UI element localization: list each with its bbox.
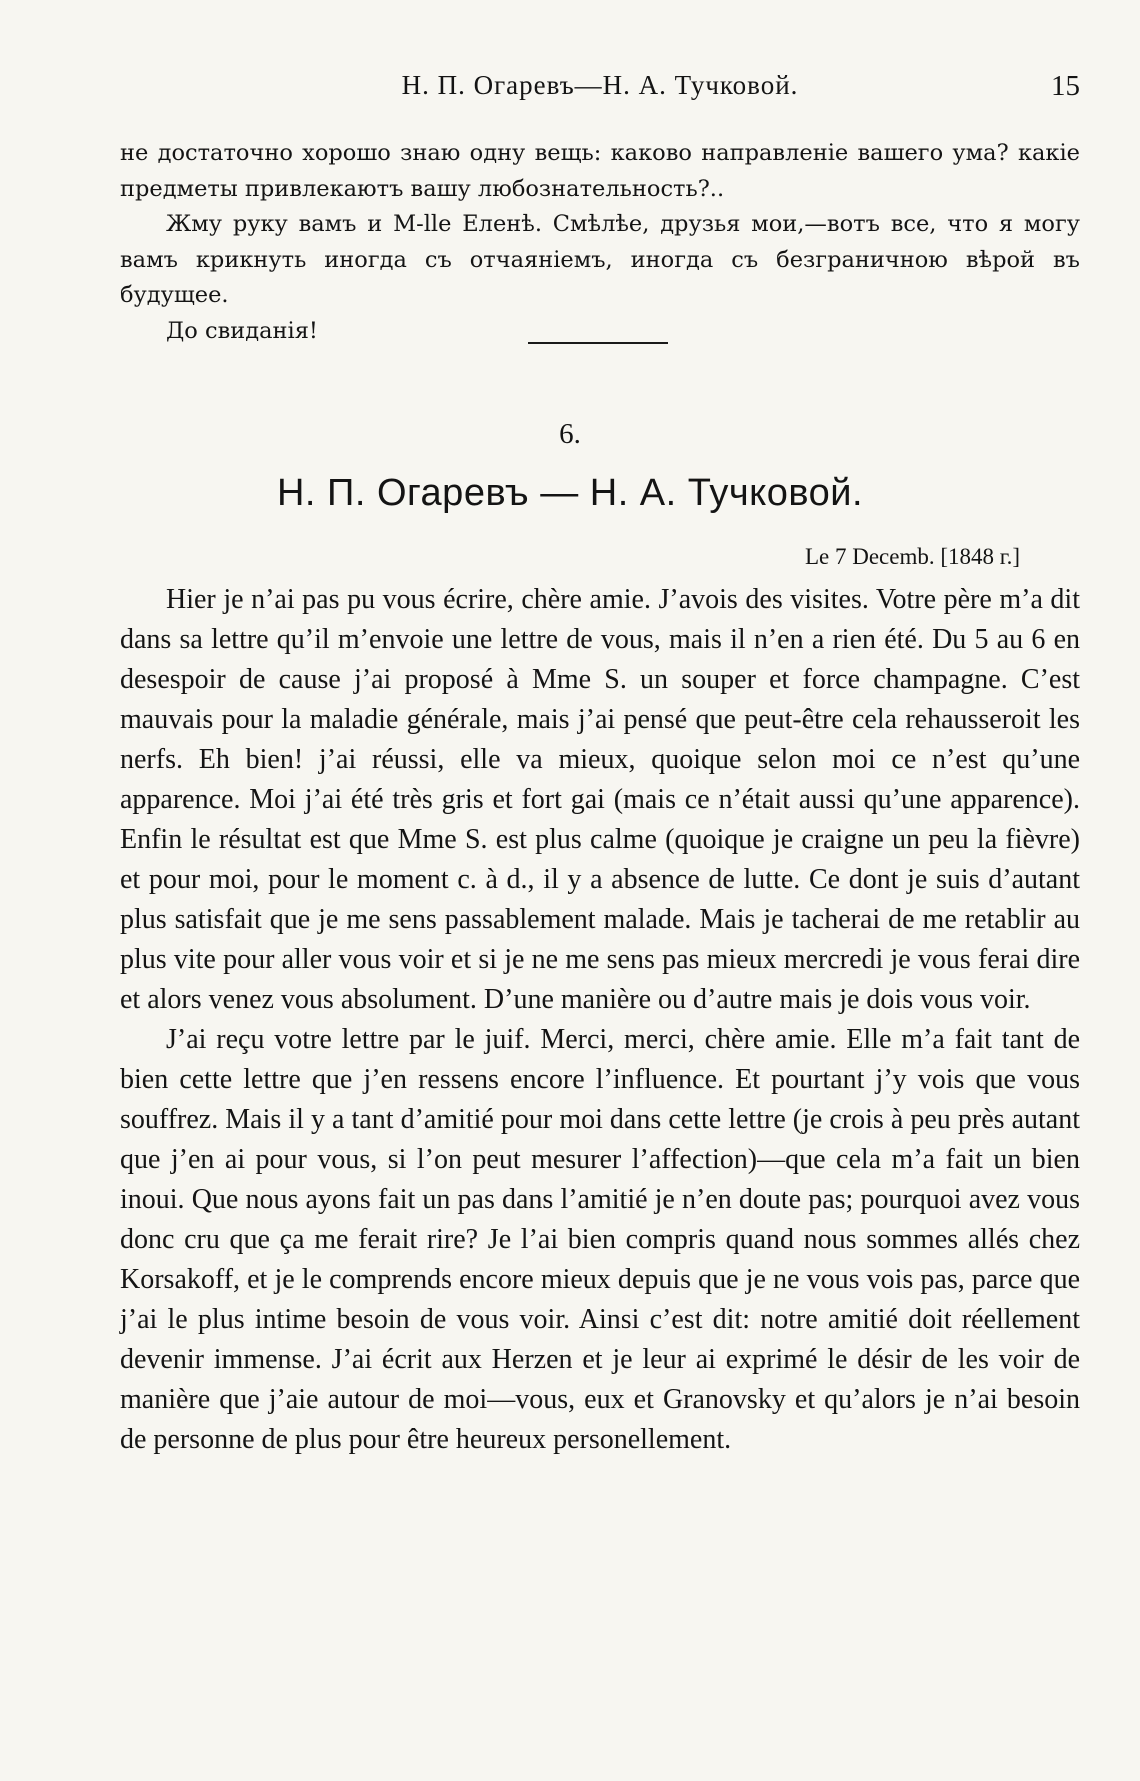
letter-number: 6. — [559, 418, 581, 450]
letter-paragraph: J’ai reçu votre lettre par le juif. Merci, merci, chère amie. Elle m’a fait tant de bien cette lettre que j’en ressens encore l’influence. Et pourtant j’y vois que vous souffrez. Mais il y a tant d’amitié pour moi dans cette lettre (je crois à peu près autant que j’en ai pour vous, si l’on peut mesurer l’affection)—que cela m’a fait un bien inoui. Que nous ayons fait un pas dans l’amitié je n’en doute pas; pourquoi avez vous donc cru que ça me ferait rire? Je l’ai bien compris quand nous sommes allés chez Korsakoff, et je le comprends encore mieux depuis que je ne vous vois pas, parce que j’ai le plus intime besoin de vous voir. Ainsi c’est dit: notre amitié doit réellement devenir immense. J’ai écrit aux Herzen et je leur ai exprimé le désir de les voir de manière que j’aie autour de moi—vous, eux et Granovsky et qu’alors je n’ai besoin de personne de plus pour être heureux personellement. — [120, 1024, 1080, 1455]
russian-paragraph: не достаточно хорошо знаю одну вещь: каково направленіе вашего ума? какіе предметы привлекаютъ вашу любознательность?.. — [120, 140, 1080, 202]
letter-closing: До свиданія! — [166, 317, 318, 344]
running-head — [120, 70, 1080, 110]
french-letter-body — [120, 580, 1080, 1460]
page-number: 15 — [1051, 70, 1080, 102]
letter-paragraph: Hier je n’ai pas pu vous écrire, chère amie. J’avois des visites. Votre père m’a dit dans sa lettre qu’il m’envoie une lettre de vous, mais il n’en a rien été. Du 5 au 6 en desespoir de cause j’ai proposé à Mme S. un souper et force champagne. C’est mauvais pour la maladie générale, mais j’ai pensé que peut-être cela rehausseroit les nerfs. Eh bien! j’ai réussi, elle va mieux, quoique selon moi ce n’est qu’une apparence. Moi j’ai été très gris et fort gai (mais ce n’était aussi qu’une apparence). Enfin le résultat est que Mme S. est plus calme (quoique je craigne un peu la fièvre) et pour moi, pour le moment c. à d., il y a absence de lutte. Ce dont je suis d’autant plus satisfait que je me sens passablement malade. Mais je tacherai de me retablir au plus vite pour aller vous voir et si je ne me sens pas mieux mercredi je vous ferai dire et alors venez vous absolument. D’une manière ou d’autre mais je dois vous voir. — [120, 584, 1080, 1015]
russian-paragraph: Жму руку вамъ и M-lle Еленѣ. Смѣлѣе, друзья мои,—вотъ все, что я могу вамъ крикнуть иногда съ отчаяніемъ, иногда съ безграничною вѣрой въ будущее. — [120, 211, 1080, 308]
letter-date: Le 7 Decemb. [1848 г.] — [804, 544, 1020, 569]
russian-text-block — [120, 136, 1080, 349]
section-divider — [528, 342, 668, 344]
letter-heading: Н. П. Огаревъ — Н. А. Тучковой. — [276, 472, 864, 514]
running-title: Н. П. Огаревъ—Н. А. Тучковой. — [401, 70, 799, 100]
